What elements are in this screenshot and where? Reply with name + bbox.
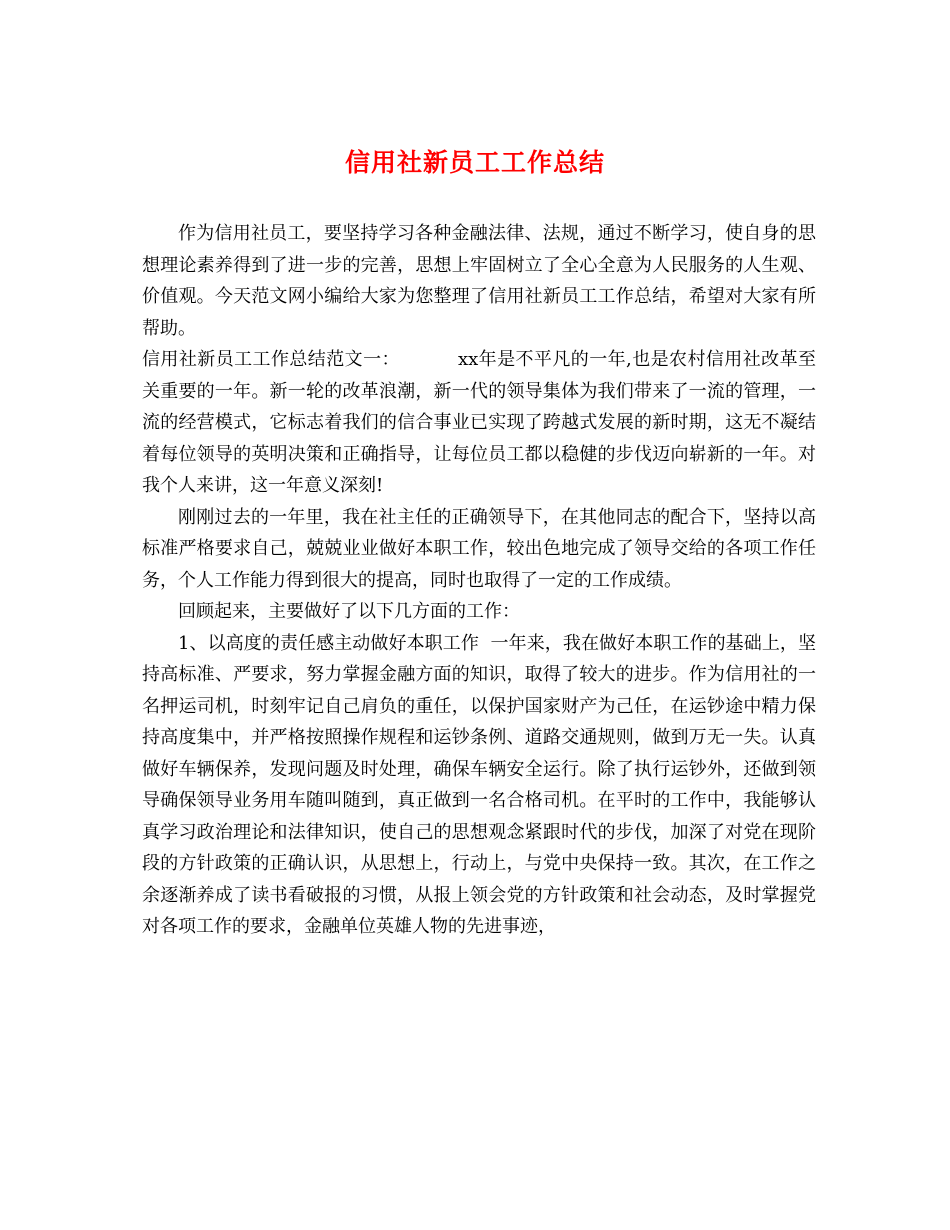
document-body [142,218,816,943]
item1-paragraph [142,628,816,943]
sample-heading: 信用社新员工工作总结范文一： [142,349,400,370]
item1-heading: 1、以高度的责任感主动做好本职工作 [178,632,479,654]
item1-body: 一年来，我在做好本职工作的基础上，坚持高标准、严要求，努力掌握金融方面的知识，取得了较大的进步。作为信用社的一名押运司机，时刻牢记自己肩负的重任，以保护国家财产为己任，在运钞途中精力保持高度集中，并严格按照操作规程和运钞条例、道路交通规则，做到万无一失。认真做好车辆保养，发现问题及时处理，确保车辆安全运行。除了执行运钞外，还做到领导确保领导业务用车随叫随到，真正做到一名合格司机。在平时的工作中，我能够认真学习政治理论和法律知识，使自己的思想观念紧跟时代的步伐，加深了对党在现阶段的方针政策的正确认识，从思想上，行动上，与党中央保持一致。其次，在工作之余逐渐养成了读书看破报的习惯，从报上领会党的方针政策和社会动态，及时掌握党对各项工作的要求，金融单位英雄人物的先进事迹， [142,632,817,937]
intro-paragraph: 作为信用社员工，要坚持学习各种金融法律、法规，通过不断学习，使自身的思想理论素养得到了进一步的完善，思想上牢固树立了全心全意为人民服务的人生观、价值观。今天范文网小编给大家为您整理了信用社新员工工作总结，希望对大家有所帮助。 [142,223,816,339]
sample-lead-text: xx年是不平凡的一年,也是农村信用社改革至关重要的一年。新一轮的改革浪潮，新一代的领导集体为我们带来了一流的管理，一流的经营模式，它标志着我们的信合事业已实现了跨越式发展的新时期，这无不凝结着每位领导的英明决策和正确指导，让每位员工都以稳健的步伐迈向崭新的一年。对我个人来讲，这一年意义深刻! [142,349,817,496]
past-year-paragraph: 刚刚过去的一年里，我在社主任的正确领导下，在其他同志的配合下，坚持以高标准严格要求自己，兢兢业业做好本职工作，较出色地完成了领导交给的各项工作任务，个人工作能力得到很大的提高，同时也取得了一定的工作成绩。 [142,506,816,591]
sample-paragraph [142,344,816,502]
document-title: 信用社新员工工作总结 [344,148,605,177]
review-paragraph: 回顾起来，主要做好了以下几方面的工作： [178,601,520,622]
